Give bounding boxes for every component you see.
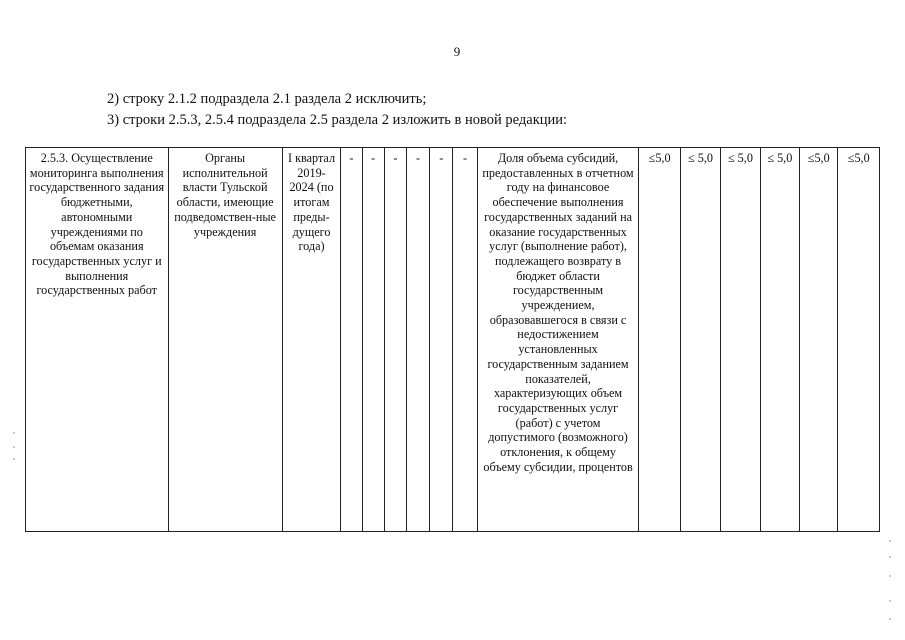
target-value-cell: ≤5,0 [639, 148, 680, 532]
indicator-cell: Доля объема субсидий, предоставленных в отчетном году на финансовое обеспечение выполнения государственных заданий на оказание государственных услуг (выполнение работ), подлежащего возврату в бюджет области государственным учреждением, образовавшегося в связи с недостижением установленных государственным заданием показателей, характеризующих объем государственных услуг (работ) с учетом допустимого (возможного) отклонения, к общему объему субсидии, процентов [477, 148, 639, 532]
dash-cell: - [453, 148, 477, 532]
dash-cell: - [341, 148, 362, 532]
amendment-table [25, 147, 880, 532]
instruction-restate-rows: 3) строки 2.5.3, 2.5.4 подраздела 2.5 раздела 2 изложить в новой редакции: [107, 112, 568, 128]
dash-cell: - [384, 148, 406, 532]
executor-cell: Органы исполнительной власти Тульской области, имеющие подведомствен-ные учреждения [168, 148, 282, 532]
table-row [26, 148, 880, 532]
target-value-cell: ≤5,0 [838, 148, 880, 532]
period-cell: I квартал 2019-2024 (по итогам преды-дущего года) [282, 148, 341, 532]
target-value-cell: ≤ 5,0 [760, 148, 799, 532]
page-number: 9 [453, 44, 461, 59]
measure-name-cell: 2.5.3. Осуществление мониторинга выполнения государственного задания бюджетными, автономными учреждениями по объемам оказания государственных услуг и выполнения государственных работ [26, 148, 169, 532]
target-value-cell: ≤ 5,0 [680, 148, 720, 532]
dash-cell: - [406, 148, 429, 532]
target-value-cell: ≤5,0 [800, 148, 838, 532]
instruction-exclude-row: 2) строку 2.1.2 подраздела 2.1 раздела 2 исключить; [107, 91, 427, 107]
dash-cell: - [362, 148, 384, 532]
dash-cell: - [430, 148, 453, 532]
target-value-cell: ≤ 5,0 [721, 148, 760, 532]
